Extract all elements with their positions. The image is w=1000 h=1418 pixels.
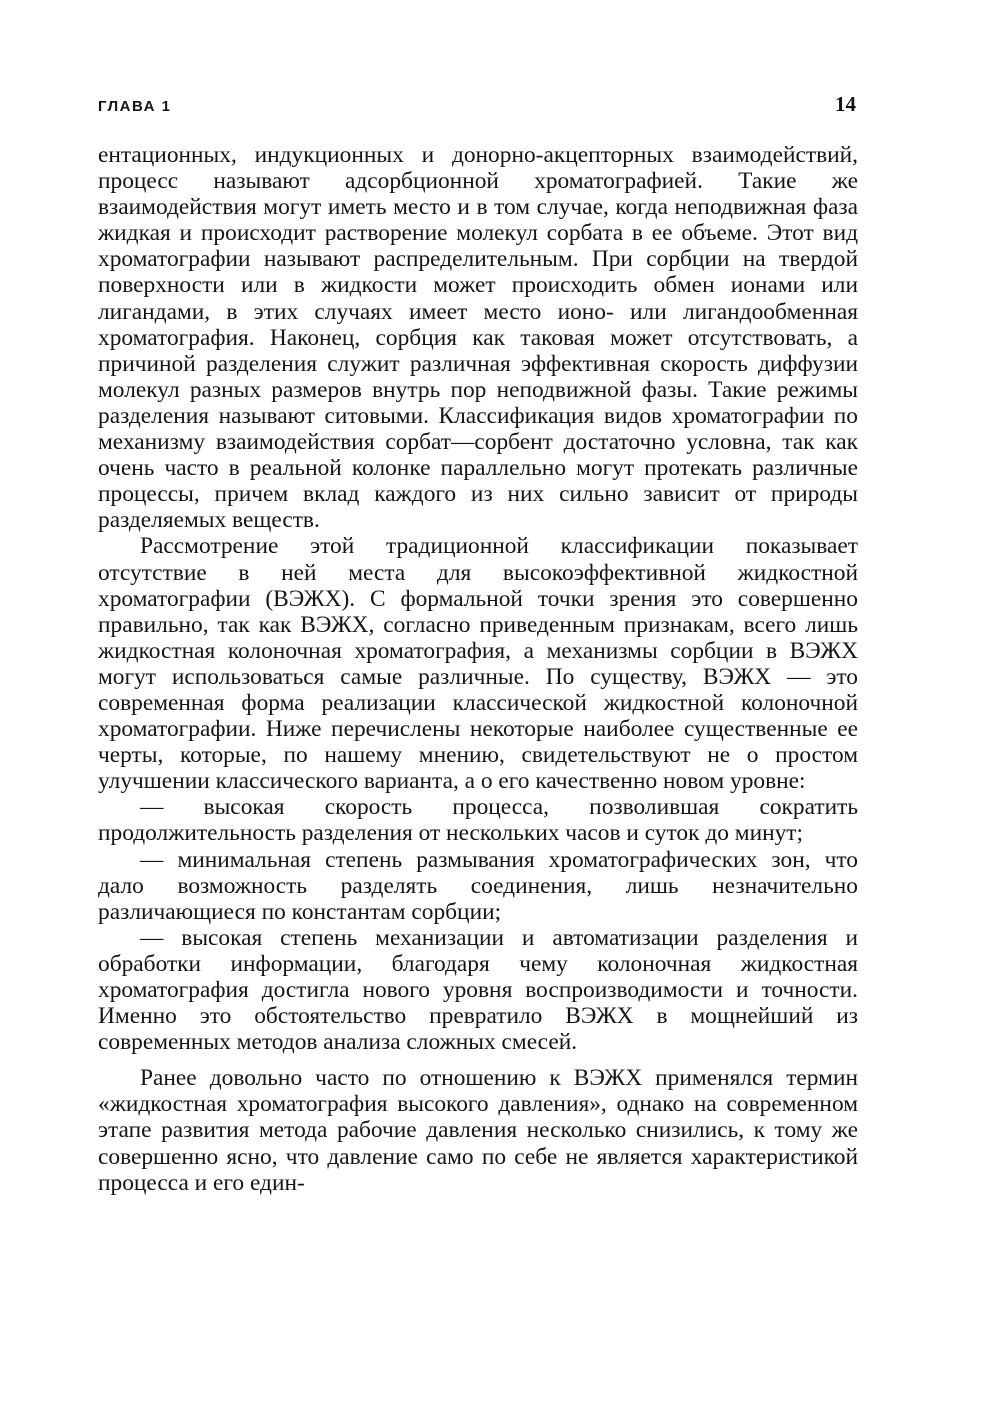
list-item: — высокая скорость процесса, позволившая сократить продолжительность разделения от нескольких часов и суток до минут; xyxy=(98,794,858,847)
paragraph: Рассмотрение этой традиционной классификации показывает отсутствие в ней места для высокоэффективной жидкостной хроматографии (ВЭЖХ). С формальной точки зрения это совершенно правильно, так как ВЭЖХ, согласно приведенным признакам, всего лишь жидкостная колоночная хроматография, а механизмы сорбции в ВЭЖХ могут использоваться самые различные. По существу, ВЭЖХ — это современная форма реализации классической жидкостной колоночной хроматографии. Ниже перечислены некоторые наиболее существенные ее черты, которые, по нашему мнению, свидетельствуют не о простом улучшении классического варианта, а о его качественно новом уровне: xyxy=(98,533,858,795)
page-number: 14 xyxy=(835,92,856,116)
body-text xyxy=(98,142,858,1196)
list-item: — высокая степень механизации и автоматизации разделения и обработки информации, благодаря чему колоночная жидкостная хроматография достигла нового уровня воспроизводимости и точности. Именно это обстоятельство превратило ВЭЖХ в мощнейший из современных методов анализа сложных смесей. xyxy=(98,924,858,1056)
page-header xyxy=(98,92,856,122)
paragraph: ентационных, индукционных и донорно-акцепторных взаимодействий, процесс называют адсорбционной хроматографией. Такие же взаимодействия могут иметь место и в том случае, когда неподвижная фаза жидкая и происходит растворение молекул сорбата в ее объеме. Этот вид хроматографии называют распределительным. При сорбции на твердой поверхности или в жидкости может происходить обмен ионами или лигандами, в этих случаях имеет место ионо- или лигандообменная хроматография. Наконец, сорбция как таковая может отсутствовать, а причиной разделения служит различная эффективная скорость диффузии молекул разных размеров внутрь пор неподвижной фазы. Такие режимы разделения называют ситовыми. Классификация видов хроматографии по механизму взаимодействия сорбат—сорбент достаточно условна, так как очень часто в реальной колонке параллельно могут протекать различные процессы, причем вклад каждого из них сильно зависит от природы разделяемых веществ. xyxy=(98,142,858,534)
paragraph: Ранее довольно часто по отношению к ВЭЖХ применялся термин «жидкостная хроматография высокого давления», однако на современном этапе развития метода рабочие давления несколько снизились, к тому же совершенно ясно, что давление само по себе не является характеристикой процесса и его един- xyxy=(98,1065,858,1196)
list-item: — минимальная степень размывания хроматографических зон, что дало возможность разделять соединения, лишь незначительно различающиеся по константам сорбции; xyxy=(98,846,858,925)
chapter-title: ГЛАВА 1 xyxy=(98,98,172,115)
